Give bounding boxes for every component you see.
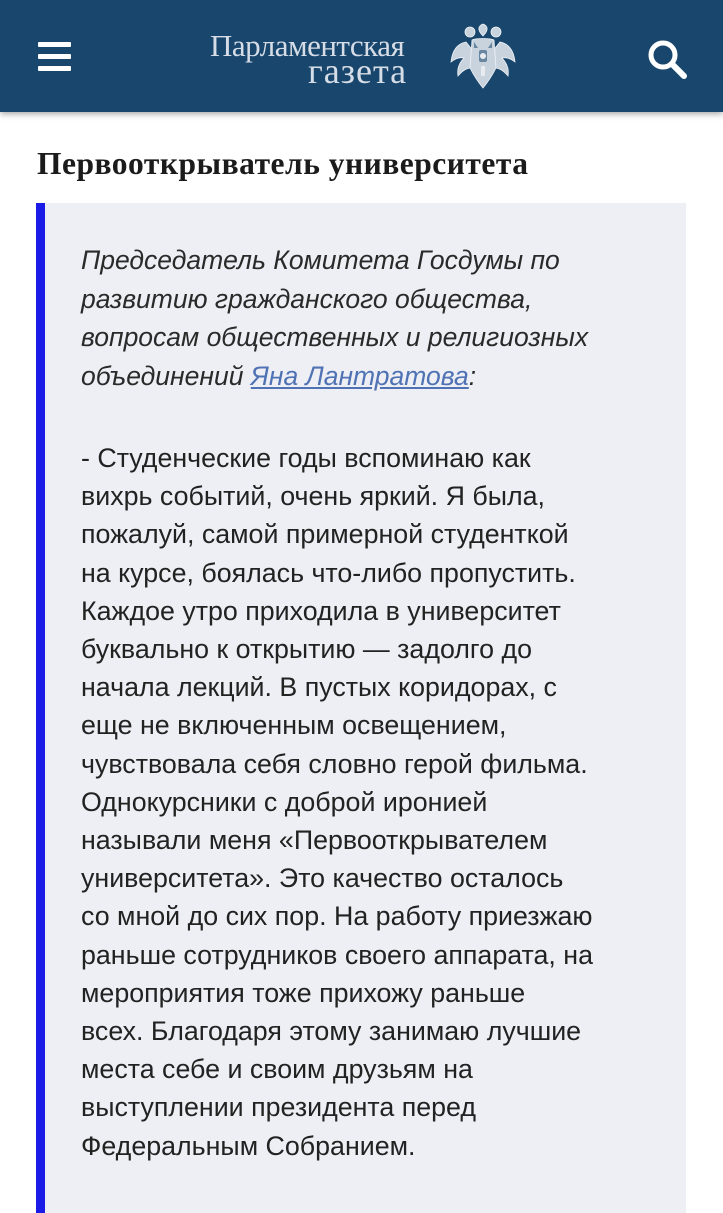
attribution-line: вопросам общественных и религиозных (81, 322, 589, 352)
quote-line: называли меня «Первооткрывателем (81, 825, 548, 856)
hamburger-menu-icon (28, 30, 82, 84)
quote-line: вихрь событий, очень яркий. Я была, (81, 481, 545, 512)
quote-line: места себе и своим друзьям на (81, 1054, 473, 1085)
quote-attribution (81, 241, 666, 395)
attribution-line: развитию гражданского общества, (81, 283, 533, 314)
site-header (0, 0, 723, 112)
attribution-colon: : (468, 360, 477, 391)
quote-line: - Студенческие годы вспоминаю как (81, 443, 531, 473)
quote-line: со мной до сих пор. На работу приезжаю (81, 901, 593, 932)
quote-line: университета». Это качество осталось (81, 863, 564, 894)
logo-text-line2: газета (308, 51, 408, 91)
quote-line: чувствовала себя словно герой фильма. (81, 748, 588, 779)
quote-line: Каждое утро приходила в университет (81, 595, 561, 626)
quote-line: на курсе, боялась что-либо пропустить. (81, 557, 576, 588)
person-link[interactable]: Яна Лантратова (250, 360, 469, 391)
menu-button[interactable] (28, 30, 82, 84)
quote-line: всех. Благодаря этому занимаю лучшие (81, 1016, 582, 1047)
eagle-emblem-icon (448, 22, 518, 92)
quote-line: мероприятия тоже прихожу раньше (81, 977, 526, 1008)
quote-line: пожалуй, самой примерной студенткой (81, 519, 569, 550)
quote-line: буквально к открытию — задолго до (81, 634, 532, 665)
attribution-line: Председатель Комитета Госдумы по (81, 245, 560, 275)
search-button[interactable] (640, 32, 694, 86)
attribution-text: объединений (81, 360, 251, 391)
quote-block (36, 203, 686, 1213)
quote-line: раньше сотрудников своего аппарата, на (81, 939, 594, 970)
attribution-line-last (81, 357, 666, 396)
quote-line: Однокурсники с доброй иронией (81, 786, 488, 817)
quote-line: выступлении президента перед (81, 1092, 477, 1123)
quote-line: Федеральным Собранием. (81, 1130, 416, 1161)
quote-line: начала лекций. В пустых коридорах, с (81, 672, 557, 703)
search-icon (640, 32, 694, 86)
quote-line: еще не включенным освещением, (81, 710, 507, 741)
site-logo[interactable] (208, 22, 518, 94)
quote-text (81, 439, 671, 1165)
logo-text-line1: Парламентская (210, 28, 405, 63)
article-title: Первооткрыватель университета (37, 146, 529, 181)
